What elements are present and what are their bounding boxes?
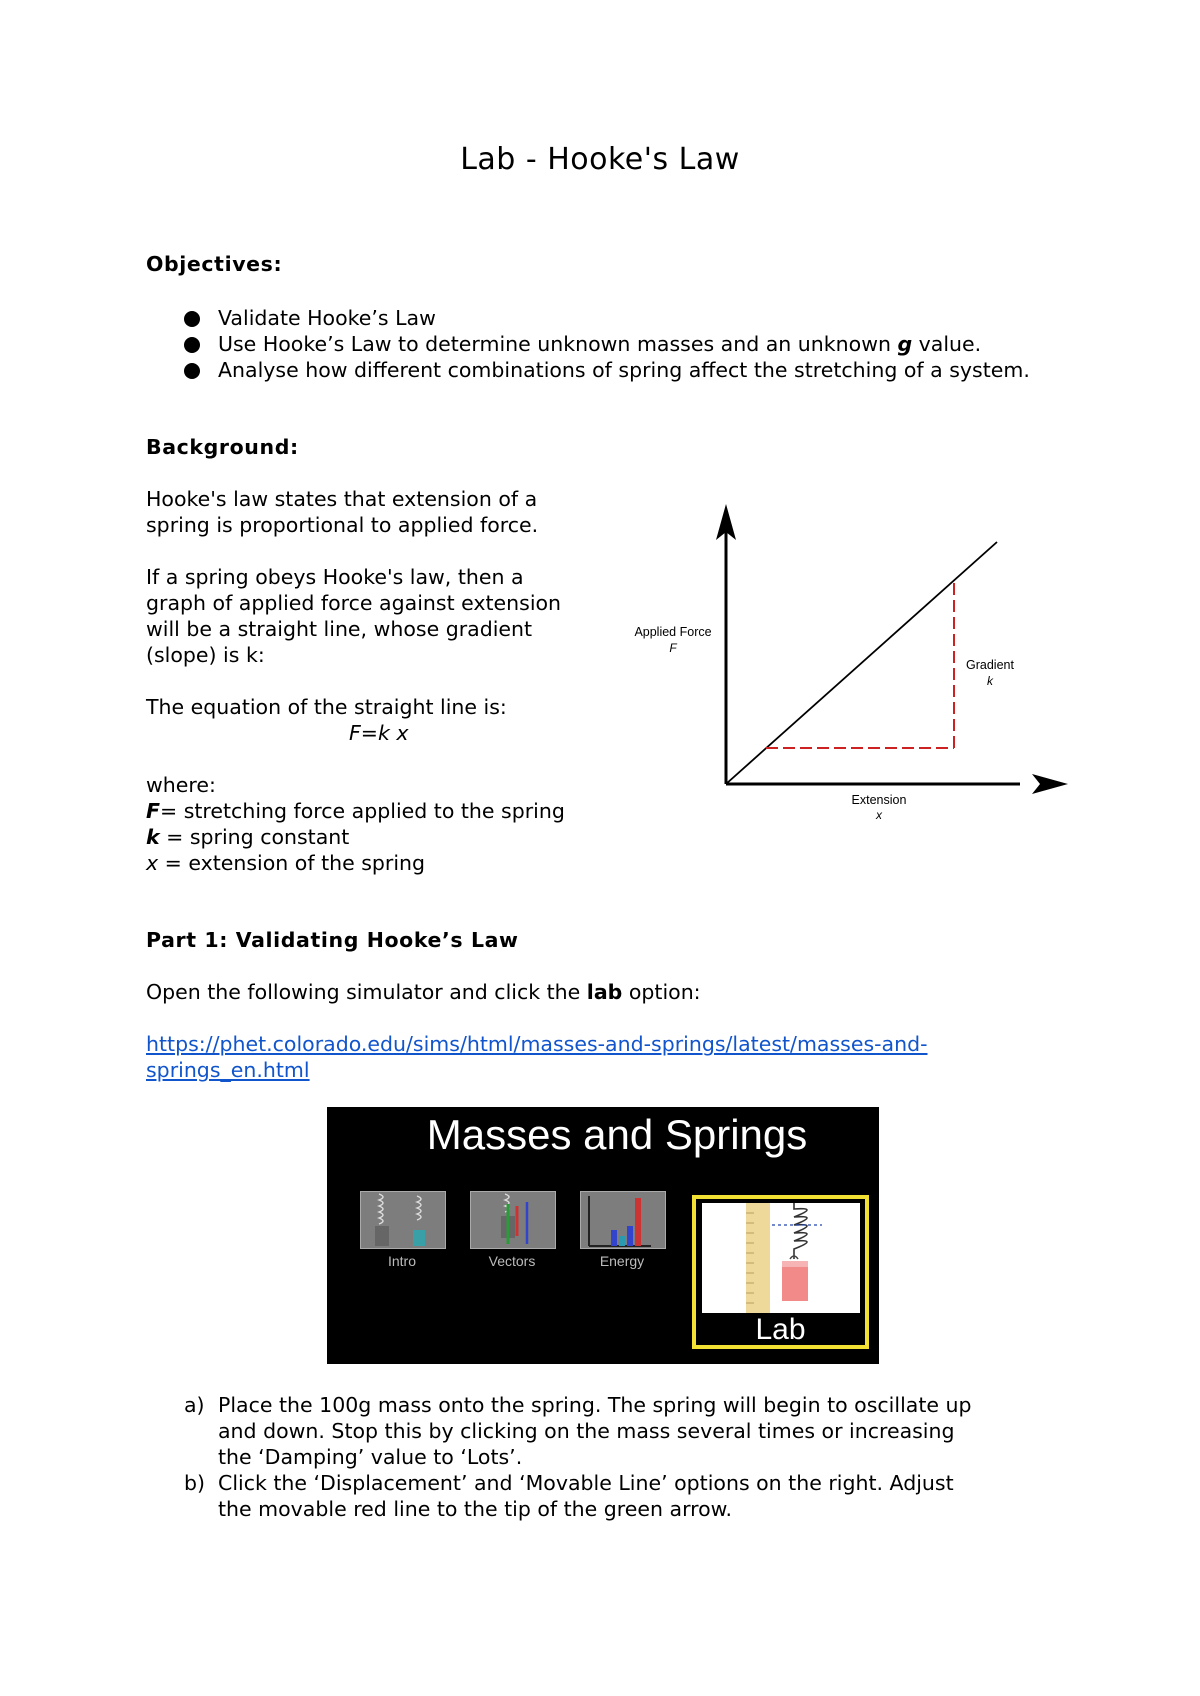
intro-screen-label: Intro <box>387 1253 416 1269</box>
lab-preview <box>702 1203 860 1313</box>
background-heading: Background: <box>146 435 299 459</box>
where-label: where: <box>146 773 216 797</box>
definition-spring-constant: k = spring constant <box>146 825 350 849</box>
part1-heading: Part 1: Validating Hooke’s Law <box>146 928 519 952</box>
instruction-steps <box>184 1392 1062 1522</box>
x-axis-symbol: x <box>876 808 882 822</box>
y-axis-symbol: F <box>669 641 677 655</box>
y-axis-label: Applied Force <box>634 625 712 639</box>
bullet-icon <box>184 337 200 353</box>
equation: F=k x <box>349 721 409 745</box>
objective-item: Validate Hooke’s Law <box>184 305 1062 331</box>
bullet-icon <box>184 311 200 327</box>
background-text: will be a straight line, whose gradient <box>146 617 533 641</box>
energy-bars-icon <box>581 1192 665 1248</box>
gradient-label: Gradient <box>966 658 1014 672</box>
background-text: Hooke's law states that extension of a <box>146 487 538 511</box>
objective-item: Use Hooke’s Law to determine unknown masses and an unknown g value. <box>184 331 1062 357</box>
instruction-step: b) Click the ‘Displacement’ and ‘Movable Line’ options on the right. Adjust the movable red line to the tip of the green arrow. <box>184 1471 954 1521</box>
intro-springs-icon <box>361 1192 445 1248</box>
background-text: If a spring obeys Hooke's law, then a <box>146 565 524 589</box>
hookes-law-graph <box>620 498 1080 828</box>
simulator-link-line2[interactable]: springs_en.html <box>146 1058 310 1082</box>
vectors-screen-thumbnail[interactable] <box>470 1191 556 1249</box>
energy-screen-label: Energy <box>599 1253 645 1269</box>
definition-force: F= stretching force applied to the spring <box>146 799 565 823</box>
background-text: (slope) is k: <box>146 643 265 667</box>
objective-item: Analyse how different combinations of spring affect the stretching of a system. <box>184 357 1062 383</box>
bullet-icon <box>184 363 200 379</box>
instruction-step: a) Place the 100g mass onto the spring. The spring will begin to oscillate up and down. Stop this by clicking on the mass several times or increasing the ‘Damping’ value to ‘Lots’. <box>184 1393 972 1469</box>
objectives-heading: Objectives: <box>146 252 283 276</box>
lab-screen-button[interactable] <box>692 1195 869 1349</box>
vectors-arrows-icon <box>471 1192 555 1248</box>
background-text: graph of applied force against extension <box>146 591 562 615</box>
lab-screen-label: Lab <box>755 1313 806 1346</box>
lab-ruler-spring-icon <box>702 1203 860 1313</box>
energy-screen-thumbnail[interactable] <box>580 1191 666 1249</box>
gradient-symbol: k <box>987 674 993 688</box>
part1-intro: Open the following simulator and click the lab option: <box>146 980 701 1004</box>
x-axis-arrow-icon <box>1032 774 1068 794</box>
simulator-link-continued[interactable] <box>146 1057 310 1083</box>
page-title: Lab - Hooke's Law <box>460 142 740 177</box>
simulator-link[interactable] <box>146 1031 928 1057</box>
x-axis-label: Extension <box>851 793 907 807</box>
simulator-link-line1[interactable]: https://phet.colorado.edu/sims/html/masses-and-springs/latest/masses-and- <box>146 1032 928 1056</box>
simulator-title: Masses and Springs <box>426 1111 808 1158</box>
intro-screen-thumbnail[interactable] <box>360 1191 446 1249</box>
vectors-screen-label: Vectors <box>488 1253 536 1269</box>
objectives-list <box>184 305 1062 383</box>
simulator-screenshot <box>327 1107 879 1364</box>
background-text: spring is proportional to applied force. <box>146 513 539 537</box>
equation-intro: The equation of the straight line is: <box>146 695 507 719</box>
definition-extension: x = extension of the spring <box>146 851 426 875</box>
